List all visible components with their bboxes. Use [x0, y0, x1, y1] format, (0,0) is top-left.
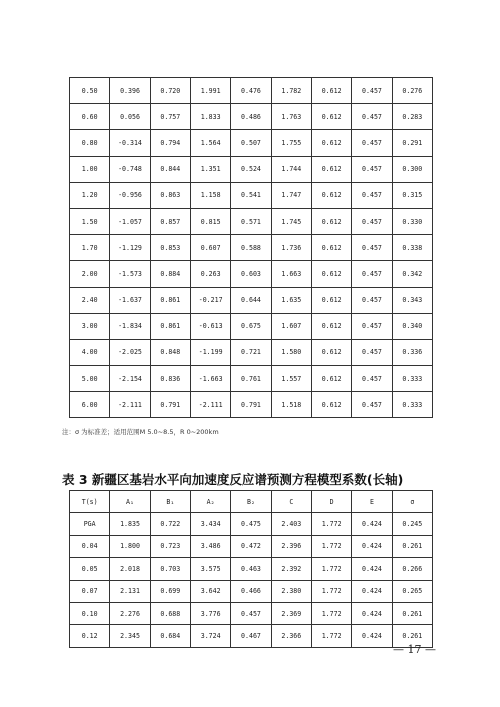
table-row [70, 182, 433, 208]
period-cell: 4.00 [70, 339, 110, 365]
table-row [70, 366, 433, 392]
coefficient-cell: 0.675 [231, 313, 271, 339]
coefficient-cell: 0.757 [150, 104, 190, 130]
coefficient-cell: 0.791 [231, 392, 271, 418]
coefficient-cell: 1.772 [311, 625, 351, 647]
coefficient-cell: 0.761 [231, 366, 271, 392]
table3-row [70, 602, 433, 624]
coefficient-cell: 0.612 [311, 182, 351, 208]
coefficient-cell: 0.457 [352, 313, 392, 339]
coefficient-cell: 1.663 [271, 261, 311, 287]
coefficient-cell: 0.424 [352, 625, 392, 647]
coefficient-cell: 0.343 [392, 287, 432, 313]
table3-title: 表 3 新疆区基岩水平向加速度反应谱预测方程模型系数(长轴) [62, 472, 404, 487]
table-row [70, 104, 433, 130]
column-header: E [352, 491, 392, 513]
period-cell: 2.40 [70, 287, 110, 313]
coefficient-cell: 0.612 [311, 313, 351, 339]
coefficient-cell: 0.863 [150, 182, 190, 208]
column-header: C [271, 491, 311, 513]
period-cell: 5.00 [70, 366, 110, 392]
coefficient-cell: 3.724 [190, 625, 230, 647]
coefficient-cell: 0.612 [311, 208, 351, 234]
coefficient-cell: 0.424 [352, 558, 392, 580]
coefficient-cell: 0.607 [190, 235, 230, 261]
coefficient-cell: 2.403 [271, 513, 311, 535]
coefficient-cell: -0.956 [110, 182, 150, 208]
period-cell: 6.00 [70, 392, 110, 418]
coefficient-cell: 0.684 [150, 625, 190, 647]
coefficient-cell: -1.637 [110, 287, 150, 313]
period-cell: 1.50 [70, 208, 110, 234]
coefficient-cell: 1.772 [311, 558, 351, 580]
coefficient-cell: 0.475 [231, 513, 271, 535]
column-header: σ [392, 491, 432, 513]
table3-header [70, 491, 433, 513]
period-cell: 0.05 [70, 558, 110, 580]
coefficient-cell: 0.861 [150, 287, 190, 313]
coefficient-cell: 0.541 [231, 182, 271, 208]
period-cell: 1.00 [70, 156, 110, 182]
coefficient-cell: -2.111 [110, 392, 150, 418]
period-cell: 1.20 [70, 182, 110, 208]
coefficient-cell: 0.265 [392, 580, 432, 602]
coefficient-cell: 2.345 [110, 625, 150, 647]
coefficient-cell: -1.834 [110, 313, 150, 339]
coefficient-cell: 0.612 [311, 392, 351, 418]
coefficient-cell: 1.772 [311, 535, 351, 557]
column-header: A₂ [190, 491, 230, 513]
coefficient-cell: 0.245 [392, 513, 432, 535]
coefficient-cell: 2.018 [110, 558, 150, 580]
coefficient-cell: 0.486 [231, 104, 271, 130]
table-row [70, 156, 433, 182]
coefficient-cell: 0.424 [352, 535, 392, 557]
period-cell: 3.00 [70, 313, 110, 339]
coefficient-cell: -2.111 [190, 392, 230, 418]
coefficient-cell: 0.291 [392, 130, 432, 156]
coefficient-cell: 0.612 [311, 104, 351, 130]
coefficient-cell: 0.457 [352, 235, 392, 261]
column-header: A₁ [110, 491, 150, 513]
coefficient-cell: 3.642 [190, 580, 230, 602]
coefficient-cell: 0.836 [150, 366, 190, 392]
column-header: T(s) [70, 491, 110, 513]
coefficient-cell: 0.699 [150, 580, 190, 602]
coefficient-cell: 0.263 [190, 261, 230, 287]
coefficient-cell: 2.396 [271, 535, 311, 557]
coefficient-cell: 1.833 [190, 104, 230, 130]
table-row [70, 130, 433, 156]
coefficient-cell: 0.612 [311, 78, 351, 104]
coefficient-cell: 0.457 [352, 104, 392, 130]
coefficient-cell: 0.644 [231, 287, 271, 313]
table-row [70, 261, 433, 287]
coefficient-cell: 1.800 [110, 535, 150, 557]
coefficient-cell: 1.580 [271, 339, 311, 365]
coefficient-cell: 0.524 [231, 156, 271, 182]
table3-row [70, 535, 433, 557]
coefficient-cell: 1.736 [271, 235, 311, 261]
coefficient-cell: 0.338 [392, 235, 432, 261]
coefficient-cell: 0.476 [231, 78, 271, 104]
coefficient-cell: 0.457 [352, 366, 392, 392]
coefficient-cell: 1.744 [271, 156, 311, 182]
coefficient-cell: 1.557 [271, 366, 311, 392]
coefficient-cell: 2.276 [110, 602, 150, 624]
coefficient-cell: 0.457 [352, 208, 392, 234]
coefficient-cell: 1.564 [190, 130, 230, 156]
coefficient-cell: -0.748 [110, 156, 150, 182]
coefficient-cell: 3.776 [190, 602, 230, 624]
coefficient-cell: 1.747 [271, 182, 311, 208]
coefficient-cell: 0.266 [392, 558, 432, 580]
coefficient-cell: 2.369 [271, 602, 311, 624]
coefficient-cell: 1.607 [271, 313, 311, 339]
coefficient-cell: 0.844 [150, 156, 190, 182]
coefficient-cell: 0.396 [110, 78, 150, 104]
table3-row [70, 513, 433, 535]
coefficient-cell: 0.848 [150, 339, 190, 365]
period-cell: PGA [70, 513, 110, 535]
coefficient-cell: 1.635 [271, 287, 311, 313]
coefficient-cell: 0.424 [352, 602, 392, 624]
coefficient-cell: -1.663 [190, 366, 230, 392]
coefficient-cell: 1.772 [311, 602, 351, 624]
coefficient-cell: 1.772 [311, 580, 351, 602]
coefficient-cell: 0.300 [392, 156, 432, 182]
table-row [70, 287, 433, 313]
table3-row [70, 580, 433, 602]
coefficient-cell: 1.158 [190, 182, 230, 208]
table3-row [70, 558, 433, 580]
coefficient-cell: 0.612 [311, 366, 351, 392]
coefficient-cell: 0.330 [392, 208, 432, 234]
coefficient-cell: 0.457 [352, 156, 392, 182]
table3-header-row [70, 491, 433, 513]
coefficient-cell: 0.884 [150, 261, 190, 287]
coefficient-cell: 1.782 [271, 78, 311, 104]
coefficient-cell: -2.025 [110, 339, 150, 365]
coefficient-cell: 0.861 [150, 313, 190, 339]
table3-row [70, 625, 433, 647]
coefficient-cell: 0.424 [352, 513, 392, 535]
coefficient-cell: 0.424 [352, 580, 392, 602]
coefficient-cell: 0.571 [231, 208, 271, 234]
table3-body [70, 513, 433, 647]
coefficient-cell: 0.333 [392, 366, 432, 392]
period-cell: 0.04 [70, 535, 110, 557]
coefficient-cell: 0.457 [231, 602, 271, 624]
coefficient-cell: 0.722 [150, 513, 190, 535]
coefficient-cell: 0.261 [392, 535, 432, 557]
coefficient-cell: 2.380 [271, 580, 311, 602]
coefficient-cell: 1.991 [190, 78, 230, 104]
coefficient-cell: 0.056 [110, 104, 150, 130]
coefficient-cell: -2.154 [110, 366, 150, 392]
coefficient-cell: 0.457 [352, 339, 392, 365]
coefficient-cell: 0.276 [392, 78, 432, 104]
coefficient-cell: 0.588 [231, 235, 271, 261]
coefficient-cell: 0.612 [311, 339, 351, 365]
coefficient-cell: 0.612 [311, 261, 351, 287]
coefficient-cell: 0.457 [352, 130, 392, 156]
coefficient-cell: 1.745 [271, 208, 311, 234]
column-header: B₂ [231, 491, 271, 513]
coefficient-cell: 0.340 [392, 313, 432, 339]
period-cell: 0.12 [70, 625, 110, 647]
coefficient-cell: 0.612 [311, 130, 351, 156]
coefficient-cell: 0.283 [392, 104, 432, 130]
coefficient-cell: -1.129 [110, 235, 150, 261]
coefficient-cell: 1.772 [311, 513, 351, 535]
coefficient-cell: 3.575 [190, 558, 230, 580]
table-row [70, 235, 433, 261]
coefficient-cell: -0.217 [190, 287, 230, 313]
coefficient-cell: 0.688 [150, 602, 190, 624]
coefficient-cell: 2.392 [271, 558, 311, 580]
coefficient-cell: 3.486 [190, 535, 230, 557]
coefficient-cell: -1.057 [110, 208, 150, 234]
coefficient-cell: 0.333 [392, 392, 432, 418]
coefficient-cell: 2.366 [271, 625, 311, 647]
page-number: — 17 — [393, 643, 436, 656]
coefficient-cell: -1.199 [190, 339, 230, 365]
coefficient-cell: 0.457 [352, 78, 392, 104]
coefficient-cell: 1.755 [271, 130, 311, 156]
coefficient-cell: 1.835 [110, 513, 150, 535]
table-row [70, 339, 433, 365]
period-cell: 0.10 [70, 602, 110, 624]
coefficient-cell: 1.351 [190, 156, 230, 182]
table-row [70, 313, 433, 339]
coefficient-cell: 0.703 [150, 558, 190, 580]
table-note: 注：σ 为标准差；适用范围M 5.0~8.5，R 0~200km [62, 428, 219, 436]
coefficient-cell: 0.857 [150, 208, 190, 234]
coefficient-cell: 0.603 [231, 261, 271, 287]
period-cell: 0.07 [70, 580, 110, 602]
coefficient-cell: 2.131 [110, 580, 150, 602]
coefficient-cell: 0.463 [231, 558, 271, 580]
coefficient-table-continued [69, 77, 433, 418]
coefficient-cell: 0.815 [190, 208, 230, 234]
table3 [69, 490, 433, 648]
coefficient-cell: 0.261 [392, 625, 432, 647]
coefficient-cell: 0.457 [352, 287, 392, 313]
coefficient-cell: 0.612 [311, 235, 351, 261]
coefficient-cell: 0.466 [231, 580, 271, 602]
coefficient-cell: 0.612 [311, 156, 351, 182]
coefficient-cell: 0.261 [392, 602, 432, 624]
period-cell: 0.60 [70, 104, 110, 130]
coefficient-cell: 3.434 [190, 513, 230, 535]
coefficient-cell: -1.573 [110, 261, 150, 287]
coefficient-cell: 0.336 [392, 339, 432, 365]
coefficient-cell: -0.613 [190, 313, 230, 339]
column-header: B₁ [150, 491, 190, 513]
column-header: D [311, 491, 351, 513]
coefficient-cell: 0.791 [150, 392, 190, 418]
table-row [70, 78, 433, 104]
coefficient-cell: 0.853 [150, 235, 190, 261]
period-cell: 1.70 [70, 235, 110, 261]
coefficient-cell: -0.314 [110, 130, 150, 156]
coefficient-cell: 0.457 [352, 182, 392, 208]
period-cell: 0.50 [70, 78, 110, 104]
table-row [70, 392, 433, 418]
period-cell: 2.00 [70, 261, 110, 287]
coefficient-cell: 0.315 [392, 182, 432, 208]
period-cell: 0.80 [70, 130, 110, 156]
coefficient-cell: 0.723 [150, 535, 190, 557]
coefficient-cell: 0.612 [311, 287, 351, 313]
table-row [70, 208, 433, 234]
coefficient-cell: 0.720 [150, 78, 190, 104]
coefficient-cell: 0.457 [352, 392, 392, 418]
coefficient-cell: 0.467 [231, 625, 271, 647]
coefficient-cell: 0.794 [150, 130, 190, 156]
coefficient-cell: 0.457 [352, 261, 392, 287]
coefficient-cell: 0.472 [231, 535, 271, 557]
coefficient-table-body [70, 78, 433, 418]
coefficient-cell: 0.507 [231, 130, 271, 156]
coefficient-cell: 1.518 [271, 392, 311, 418]
coefficient-cell: 1.763 [271, 104, 311, 130]
coefficient-cell: 0.342 [392, 261, 432, 287]
coefficient-cell: 0.721 [231, 339, 271, 365]
